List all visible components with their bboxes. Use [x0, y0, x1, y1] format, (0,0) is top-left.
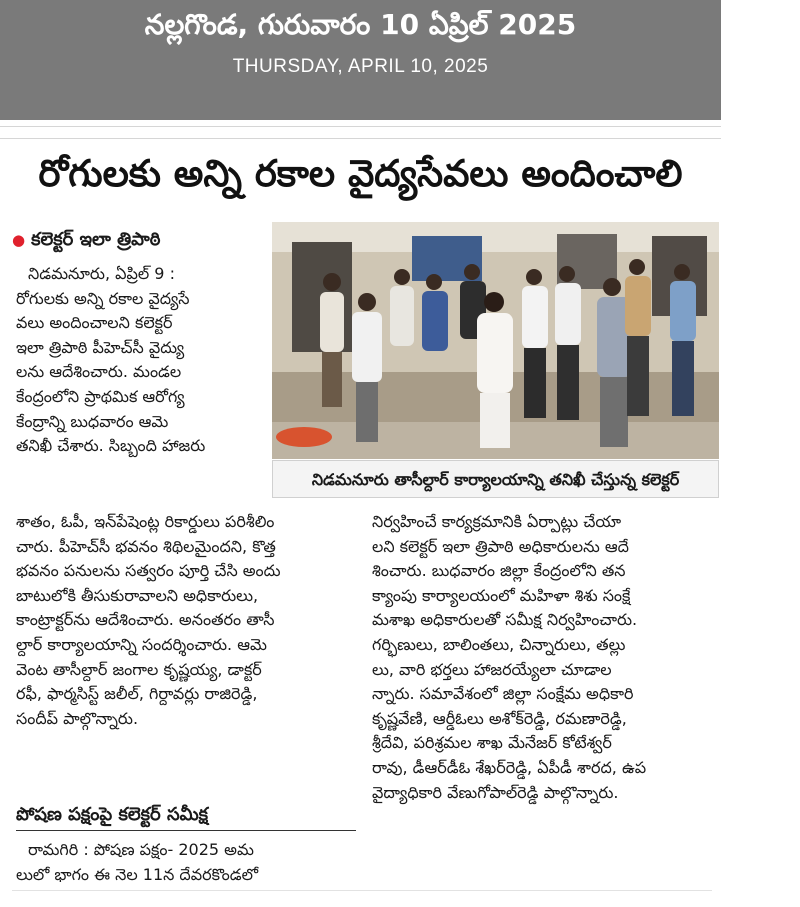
text-line: కేంద్రాన్ని బుధవారం ఆమె: [16, 411, 169, 431]
text-line: నిర్వహించే కార్యక్రమానికి ఏర్పాట్లు చేయా: [372, 512, 622, 531]
text-line: ల్దార్ కార్యాలయాన్ని సందర్శించారు. ఆమె: [16, 634, 267, 654]
text-line: లులో భాగం ఈ నెల 11న దేవరకొండలో: [16, 864, 259, 884]
article-column-1-bottom: [16, 838, 364, 887]
text-line: శించారు. బుధవారం జిల్లా కేంద్రంలోని తన: [372, 561, 626, 581]
subhead-underline: [16, 830, 356, 831]
text-line: లని కలెక్టర్ ఇలా త్రిపాఠి అధికారులను ఆదే: [372, 536, 629, 556]
text-line: తనిఖీ చేశారు. సిబ్బంది హాజరు: [16, 436, 206, 456]
text-line: కృష్ణవేణి, ఆర్డీఓలు అశోక్‌రెడ్డి, రమణారెడ్డి,: [372, 708, 627, 728]
text-line: బాటులోకి తీసుకురావాలని అధికారులు,: [16, 585, 259, 605]
headline-divider: [0, 138, 721, 139]
article-column-2: [372, 510, 722, 805]
photo-caption: నిడమనూరు తాసీల్దార్ కార్యాలయాన్ని తనిఖీ చేస్తున్న కలెక్టర్: [272, 460, 719, 498]
byline: [12, 229, 160, 254]
text-line: కేంద్రంలోని ప్రాథమిక ఆరోగ్య: [16, 386, 185, 406]
collector-inspection-photo: [272, 222, 719, 459]
text-line: గర్భిణులు, బాలింతలు, చిన్నారులు, తల్లు: [372, 634, 626, 654]
top-divider: [0, 126, 721, 127]
article-photo: [272, 222, 719, 459]
text-line: రోగులకు అన్ని రకాల వైద్యసే: [16, 288, 190, 308]
dateline-banner: [0, 0, 721, 120]
byline-text: కలెక్టర్ ఇలా త్రిపాఠి: [31, 229, 161, 250]
article-headline: రోగులకు అన్ని రకాల వైద్యసేవలు అందించాలి: [38, 152, 683, 195]
text-line: లను ఆదేశించారు. మండల: [16, 362, 182, 382]
text-line: వెంట తాసీల్దార్ జంగాల కృష్ణయ్య, డాక్టర్: [16, 659, 262, 679]
text-line: చారు. పీహెచ్‌సీ భవనం శిథిలమైందని, కొత్త: [16, 536, 276, 556]
text-line: సందీప్ పాల్గొన్నారు.: [16, 708, 139, 728]
section-subhead: పోషణ పక్షంపై కలెక్టర్ సమీక్ష: [16, 804, 209, 825]
text-line: రామగిరి : పోషణ పక్షం- 2025 అమ: [28, 840, 254, 859]
text-line: రఫీ, ఫార్మసిస్ట్ జలీల్, గిర్దావర్లు రాజిరెడ్డి,: [16, 684, 258, 704]
text-line: మశాఖ అధికారులతో సమీక్ష నిర్వహించారు.: [372, 610, 638, 630]
english-dateline: THURSDAY, APRIL 10, 2025: [232, 56, 489, 77]
text-line: క్యాంపు కార్యాలయంలో మహిళా శిశు సంక్షే: [372, 585, 631, 605]
text-line: ఇలా త్రిపాఠి పీహెచ్‌సీ వైద్యు: [16, 337, 185, 357]
text-line: శ్రీదేవి, పరిశ్రమల శాఖ మేనేజర్ కోటేశ్వర్: [372, 733, 612, 753]
article-column-1-upper: [16, 262, 266, 459]
text-line: నిడమనూరు, ఏప్రిల్ 9 :: [28, 264, 175, 283]
bottom-divider: [12, 890, 712, 891]
text-line: భవనం పనులను సత్వరం పూర్తి చేసి అందు: [16, 561, 281, 581]
article-column-1-lower: [16, 510, 364, 731]
text-line: వైద్యాధికారి వేణుగోపాల్‌రెడ్డి పాల్గొన్నారు.: [372, 782, 619, 802]
text-line: కాంట్రాక్టర్‌ను ఆదేశించారు. అనంతరం తాసీ: [16, 610, 275, 630]
bullet-dot-icon: ●: [12, 231, 26, 249]
telugu-dateline: నల్లగొండ, గురువారం 10 ఏప్రిల్ 2025: [144, 8, 577, 41]
text-line: లు, వారి భర్తలు హాజరయ్యేలా చూడాల: [372, 659, 612, 679]
text-line: న్నారు. సమావేశంలో జిల్లా సంక్షేమ అధికారి: [372, 684, 634, 704]
text-line: శాతం, ఓపీ, ఇన్‌పేషెంట్ల రికార్డులు పరిశీలిం: [16, 512, 275, 531]
text-line: వలు అందించాలని కలెక్టర్: [16, 313, 173, 333]
text-line: రావు, డీఆర్‌డీఓ శేఖర్‌రెడ్డి, ఏపీడీ శారద, ఉప: [372, 757, 647, 777]
